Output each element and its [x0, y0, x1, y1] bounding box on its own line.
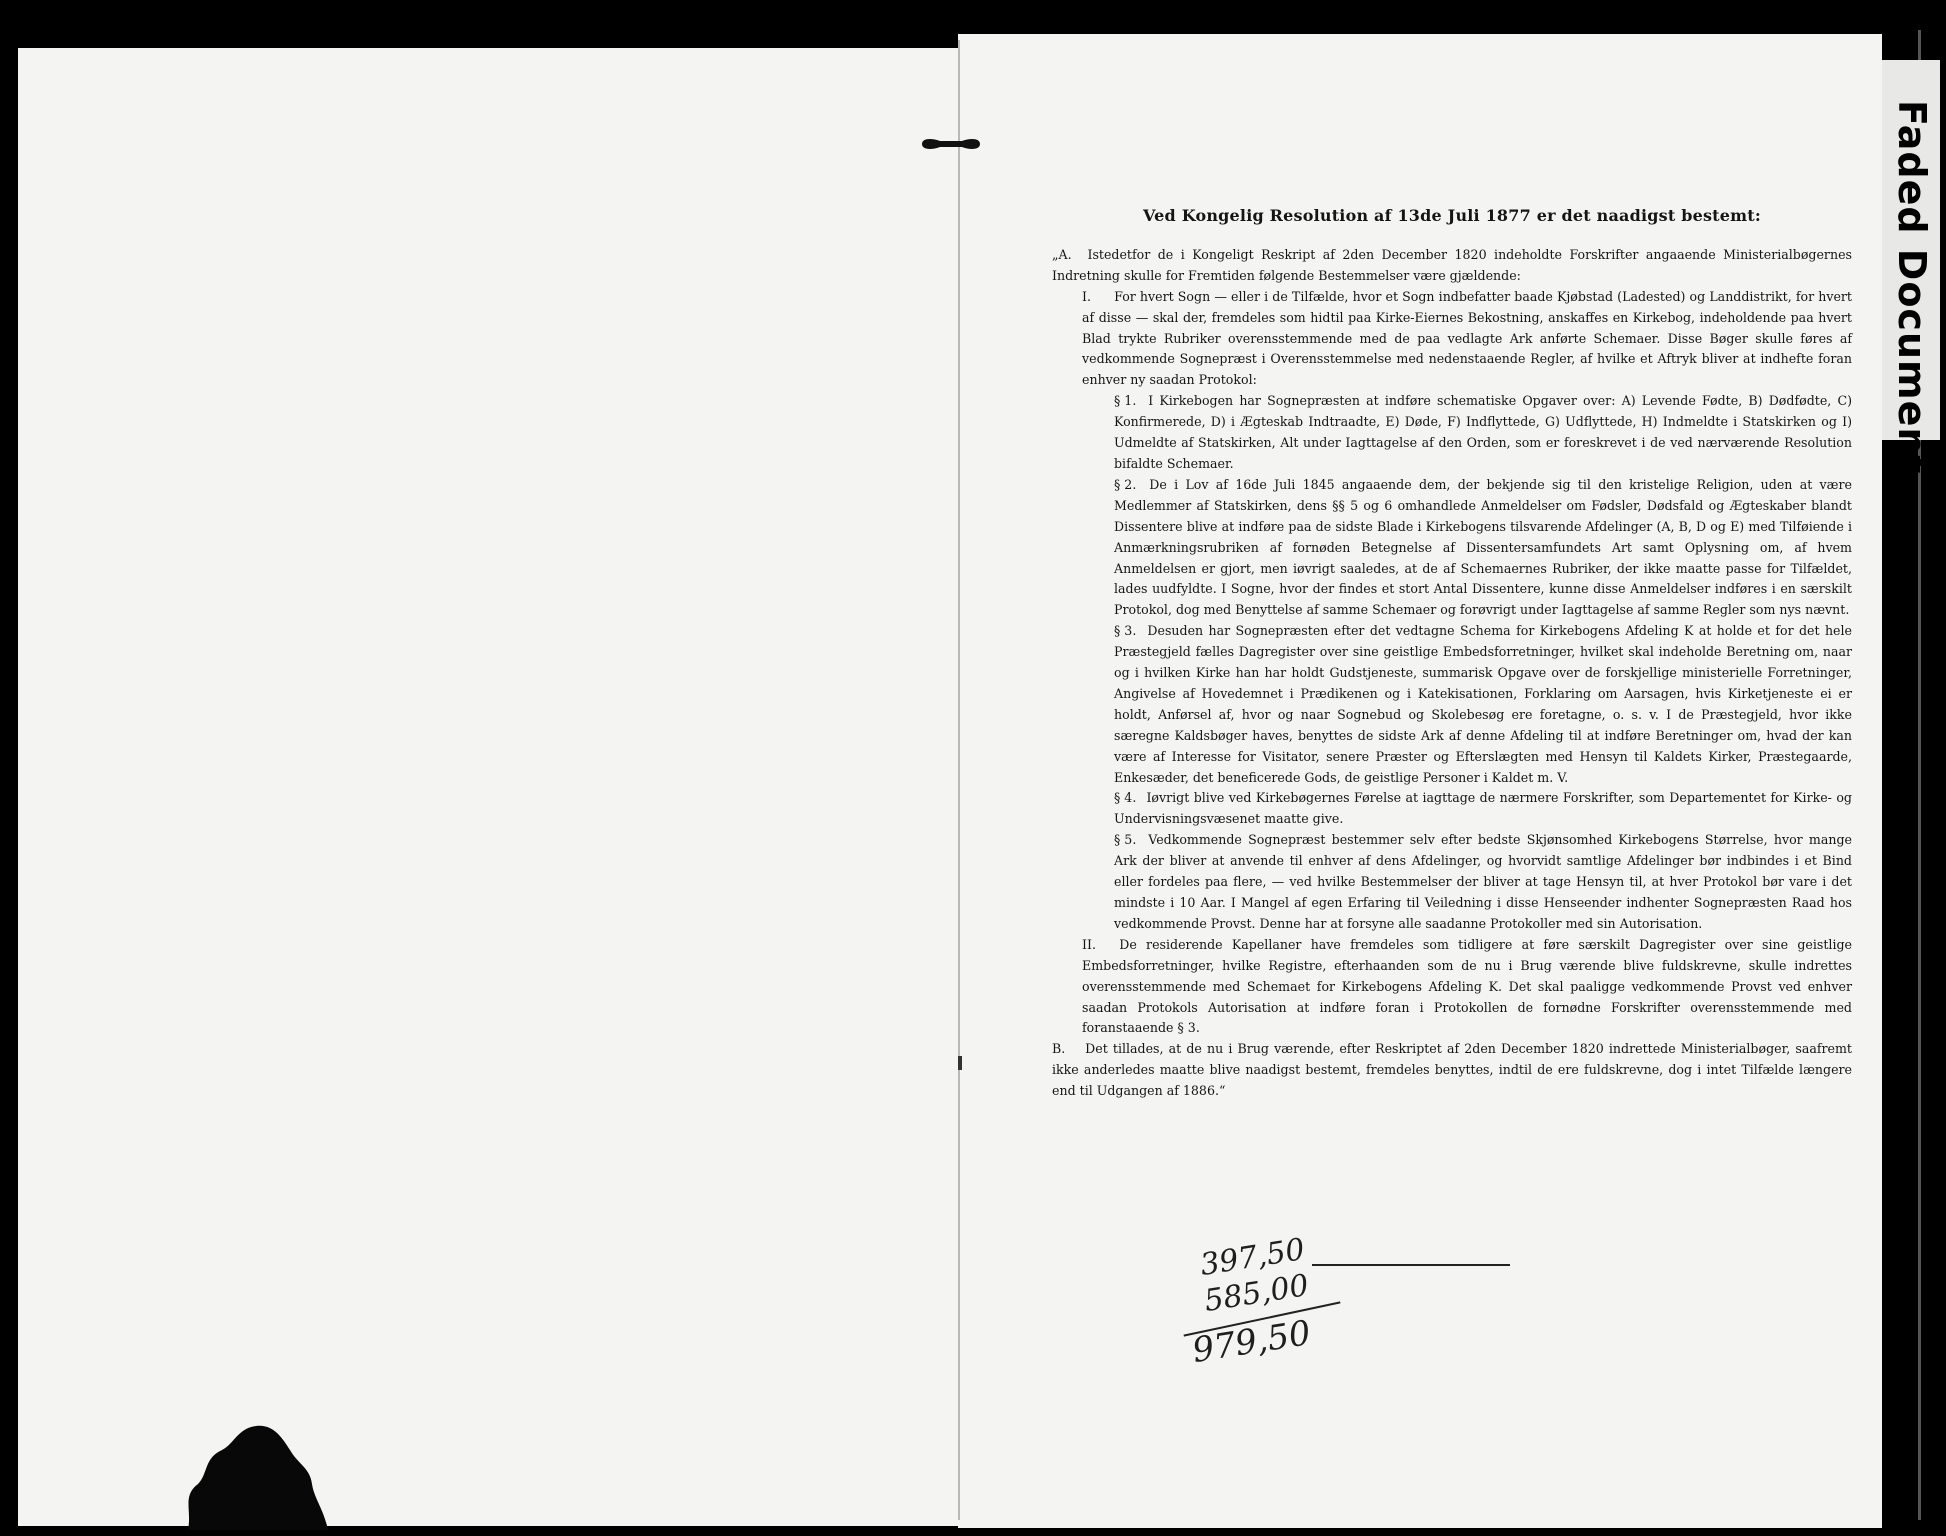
resolution-heading: Ved Kongelig Resolution af 13de Juli 1877 er det naadigst bestemt: — [1143, 206, 1761, 225]
ink-blot-icon — [178, 1418, 328, 1530]
paragraph-text: Istedetfor de i Kongeligt Reskript af 2den December 1820 indeholdte Forskrifter angaaende Ministerialbøgernes Indretning skulle for Fremtiden følgende Bestemmelser være gjældende: — [1052, 246, 1852, 283]
paragraph-list — [1052, 245, 1852, 1102]
handwritten-tally — [1180, 1232, 1340, 1380]
paragraph — [1052, 475, 1852, 621]
paragraph-text: Iøvrigt blive ved Kirkebøgernes Førelse at iagttage de nærmere Forskrifter, som Departementet for Kirke- og Undervisningsvæsenet maatte give. — [1114, 790, 1852, 827]
resolution-text — [1052, 206, 1852, 1102]
paragraph-mark: I. — [1082, 288, 1091, 304]
paragraph-text: De residerende Kapellaner have fremdeles som tidligere at føre særskilt Dagregister over sine geistlige Embedsforretninger, hvilke Registre, efterhaanden som de nu i Brug værende blive fuldskrevne, skulle indrettes overensstemmende med Schemaet for Kirkebogens Afdeling K. Det skal paaligge vedkommende Provst ved enhver saadan Protokols Autorisation at indføre foran i Protokollen de fornødne Forskrifter overensstemmende med foranstaaende § 3. — [1082, 936, 1852, 1036]
left-page — [18, 48, 958, 1526]
ornament-icon — [918, 134, 984, 154]
paragraph-text: De i Lov af 16de Juli 1845 angaaende dem, der bekjende sig til den kristelige Religion, uden at være Medlemmer af Statskirken, dens §§ 5 og 6 omhandlede Anmeldelser om Fødsler, Dødsfald og Ægteskaber blandt Dissentere blive at indføre paa de sidste Blade i Kirkebogens tilsvarende Afdelinger (A, B, D og E) med Tilføiende i Anmærkningsrubriken af fornøden Betegnelse af Dissentersamfundets Art samt Oplysning om, af hvem Anmeldelsen er gjort, men iøvrigt saaledes, at de af Schemaernes Rubriker, der ikke maatte passe for Tilfældet, lades uudfyldte. I Sogne, hvor der findes et stort Antal Dissentere, kunne disse Anmeldelser indføres i en særskilt Protokol, dog med Benyttelse af samme Schemaer og forøvrigt under Iagttagelse af samme Regler som nys nævnt. — [1114, 476, 1852, 618]
paragraph — [1052, 935, 1852, 1040]
paragraph-mark: B. — [1052, 1041, 1066, 1057]
paragraph — [1052, 788, 1852, 830]
paragraph — [1052, 830, 1852, 935]
tally-value-1: 397,50 — [1197, 1232, 1308, 1283]
paragraph — [1052, 621, 1852, 788]
paragraph-text: Det tillades, at de nu i Brug værende, efter Reskriptet af 2den December 1820 indrettede Ministerialbøger, saafremt ikke anderledes maatte blive naadigst bestemt, fremdeles benyttes, indtil de ere fuldskrevne, dog i intet Tilfælde længere end til Udgangen af 1886.“ — [1052, 1041, 1852, 1099]
paragraph-text: For hvert Sogn — eller i de Tilfælde, hvor et Sogn indbefatter baade Kjøbstad (Ladested) og Landdistrikt, for hvert af disse — skal der, fremdeles som hidtil paa Kirke-Eiernes Bekostning, anskaffes en Kirkebog, indeholdende paa hvert Blad trykte Rubriker overensstemmende med de paa vedlagte Ark anførte Schemaer. Disse Bøger skulle føres af vedkommende Sognepræst i Overensstemmelse med nedenstaaende Regler, af hvilke et Aftryk bliver at indhefte foran enhver ny saadan Protokol: — [1082, 288, 1852, 388]
paragraph — [1052, 1039, 1852, 1102]
paragraph-text: Vedkommende Sognepræst bestemmer selv efter bedste Skjønsomhed Kirkebogens Størrelse, hvor mange Ark der bliver at anvende til enhver af dens Afdelinger, og hvorvidt samtlige Afdelinger bør indbindes i et Bind eller fordeles paa flere, — ved hvilke Bestemmelser der bliver at tage Hensyn til, at hver Protokol bør vare i det mindste i 10 Aar. I Mangel af egen Erfaring til Veiledning i disse Henseender indhenter Sognepræsten Raad hos vedkommende Provst. Denne har at forsyne alle saadanne Protokoller med sin Autorisation. — [1114, 832, 1852, 931]
paragraph — [1052, 245, 1852, 287]
paragraph-text: Desuden har Sognepræsten efter det vedtagne Schema for Kirkebogens Afdeling K at holde et for det hele Præstegjeld fælles Dagregister over sine geistlige Embedsforretninger, hvilket skal indeholde Beretning om, naar og i hvilken Kirke han har holdt Gudstjeneste, summarisk Opgave over de forskjellige ministerielle Forretninger, Angivelse af Hovedemnet i Prædikenen og i Katekisationen, Forklaring om Aarsagen, hvis Kirketjeneste ei er holdt, Anførsel af, hvor og naar Sognebud og Skolebesøg ere foretagne, o. s. v. I de Præstegjeld, hvor ikke særegne Kaldsbøger haves, benyttes de sidste Ark af denne Afdeling til at indføre Beretninger om, hvad der kan være af Interesse for Visitator, senere Præster og Efterslægten med Hensyn til Kaldets Kirker, Præstegaarde, Enkesæder, det beneficerede Gods, de geistlige Personer i Kaldet m. V. — [1114, 623, 1852, 785]
book-spine — [958, 40, 960, 1520]
spine-mark — [958, 1056, 962, 1070]
paragraph-mark: § 1. — [1114, 393, 1137, 409]
paragraph — [1052, 287, 1852, 392]
paragraph-mark: II. — [1082, 936, 1096, 952]
tally-value-2: 585,00 — [1201, 1268, 1312, 1319]
paragraph-mark: § 3. — [1114, 623, 1137, 639]
paragraph-mark: § 5. — [1114, 832, 1137, 848]
paragraph-text: I Kirkebogen har Sognepræsten at indføre schematiske Opgaver over: A) Levende Fødte, B) Dødfødte, C) Konfirmerede, D) i Ægteskab Indtraadte, E) Døde, F) Indflyttede, G) Udflyttede, H) Indmeldte i Statskirken og I) Udmeldte af Statskirken, Alt under Iagttagelse af den Orden, som er foreskrevet i de ved nærværende Resolution bifaldte Schemaer. — [1114, 393, 1852, 471]
paragraph-mark: § 2. — [1114, 476, 1137, 492]
faded-document-label: Faded Document — [1890, 100, 1934, 475]
paragraph-mark: § 4. — [1114, 790, 1137, 806]
paragraph — [1052, 391, 1852, 475]
signature-line — [1312, 1264, 1510, 1266]
paragraph-mark: „A. — [1052, 246, 1072, 262]
tally-total: 979,50 — [1189, 1312, 1314, 1372]
